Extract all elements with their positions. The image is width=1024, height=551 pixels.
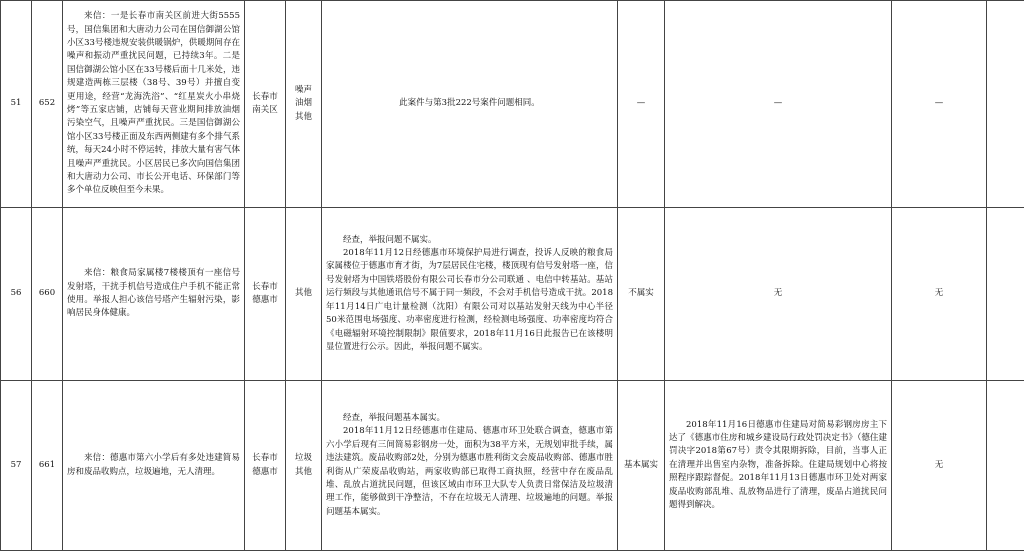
investigation-result [322,208,618,381]
table-row [1,208,1024,381]
complaint-paragraph: 来信：德惠市第六小学后有多处违建简易房和废品收购点，垃圾遍地，无人清理。 [67,452,240,479]
accountability: — [892,1,987,208]
result-paragraph: 2018年11月12日经德惠市环境保护局进行调查，投诉人反映的粮食局家属楼位于德惠市育才街，为7层居民住宅楼，楼顶现有信号发射塔一座，信号发射塔为中国铁塔股份有限公司长春市分公司联通 、电信中转基站。基站运行频段与其他通讯信号不属于同一频段，不会对手机信号造成干扰。2018年11月14日广电计量检测（沈阳）有限公司对以基站发射天线为中心半径50米范围电场强度、功率密度进行检测，经检测电场强度、功率密度均符合《电磁辐射环境控制限制》限值要求，2018年11月16日此报告已在该楼明显位置进行公示。因此，举报问题不属实。 [326,247,613,354]
empty-cell [987,1,1024,208]
empty-cell [987,208,1024,381]
case-id: 660 [32,208,63,381]
investigation-result [322,381,618,551]
rectification-paragraph: 2018年11月16日德惠市住建局对简易彩钢房房主下达了《德惠市住房和城乡建设局行政处罚决定书》（德住建罚决字2018第67号）责令其限期拆除，目前，当事人正在清理并出售室内杂物，准备拆除。住建局规划中心将按照程序跟踪督促。2018年11月13日德惠市环卫处对两家废品收购部乱堆、乱放物品进行了清理，废品占道扰民问题得到解决。 [669,419,887,513]
table-row [1,1,1024,208]
case-id: 661 [32,381,63,551]
investigation-result: 此案件与第3批222号案件问题相同。 [322,1,618,208]
row-number: 51 [1,1,32,208]
result-paragraph: 经查，举报问题不属实。 [326,234,613,247]
pollution-category: 垃圾 其他 [286,381,322,551]
accountability: 无 [892,208,987,381]
verdict: — [618,1,665,208]
complaint-paragraph: 来信：粮食局家属楼7楼楼顶有一座信号发射塔，干扰手机信号造成住户手机不能正常使用。举报人担心该信号塔产生辐射污染，影响居民身体健康。 [67,267,240,321]
row-number: 57 [1,381,32,551]
district: 长春市南关区 [245,1,286,208]
rectification [665,381,892,551]
complaint-text [63,381,245,551]
row-number: 56 [1,208,32,381]
district: 长春市德惠市 [245,381,286,551]
empty-cell [987,381,1024,551]
table-row [1,381,1024,551]
district: 长春市德惠市 [245,208,286,381]
verdict: 不属实 [618,208,665,381]
pollution-category: 噪声 油烟 其他 [286,1,322,208]
pollution-category: 其他 [286,208,322,381]
verdict: 基本属实 [618,381,665,551]
result-paragraph: 经查，举报问题基本属实。 [326,412,613,425]
rectification: 无 [665,208,892,381]
case-id: 652 [32,1,63,208]
result-paragraph: 2018年11月12日经德惠市住建局、德惠市环卫处联合调查，德惠市第六小学后现有三间简易彩钢房一处，面积为38平方米，无规划审批手续，属违法建筑。废品收购部2处，分别为德惠市胜利街文会废品收购部、德惠市胜利街从广荣废品收购站，两家收购部已取得工商执照，经营中存在废品乱堆、乱放占道扰民问题，但该区域由市环卫大队专人负责日常保洁及垃圾清理工作，能够做到干净整洁，不存在垃圾无人清理、垃圾遍地的问题。举报问题基本属实。 [326,425,613,519]
accountability: 无 [892,381,987,551]
complaint-paragraph: 来信：一是长春市南关区前进大街5555号，国信集团和大唐动力公司在国信御湖公馆小区33号楼违规安装供暖锅炉，供暖期间存在噪声和振动严重扰民问题，已持续3年。二是国信御湖公馆小区在33号楼后面十几米处，违规建造两栋三层楼（38号、39号）并擅自变更用途，经营“龙海洗浴”、“红星炭火小串烧烤”等五家店铺，店铺每天营业期间排放油烟污染空气，且噪声严重扰民。三是国信御湖公馆小区33号楼正面及东西两侧建有多个排气系统，每天24小时不停运转，排放大量有害气体且噪声严重扰民。小区居民已多次向国信集团和大唐动力公司、市长公开电话、环保部门等多个单位反映但至今未果。 [67,10,240,198]
complaint-text [63,1,245,208]
rectification: — [665,1,892,208]
complaint-text [63,208,245,381]
